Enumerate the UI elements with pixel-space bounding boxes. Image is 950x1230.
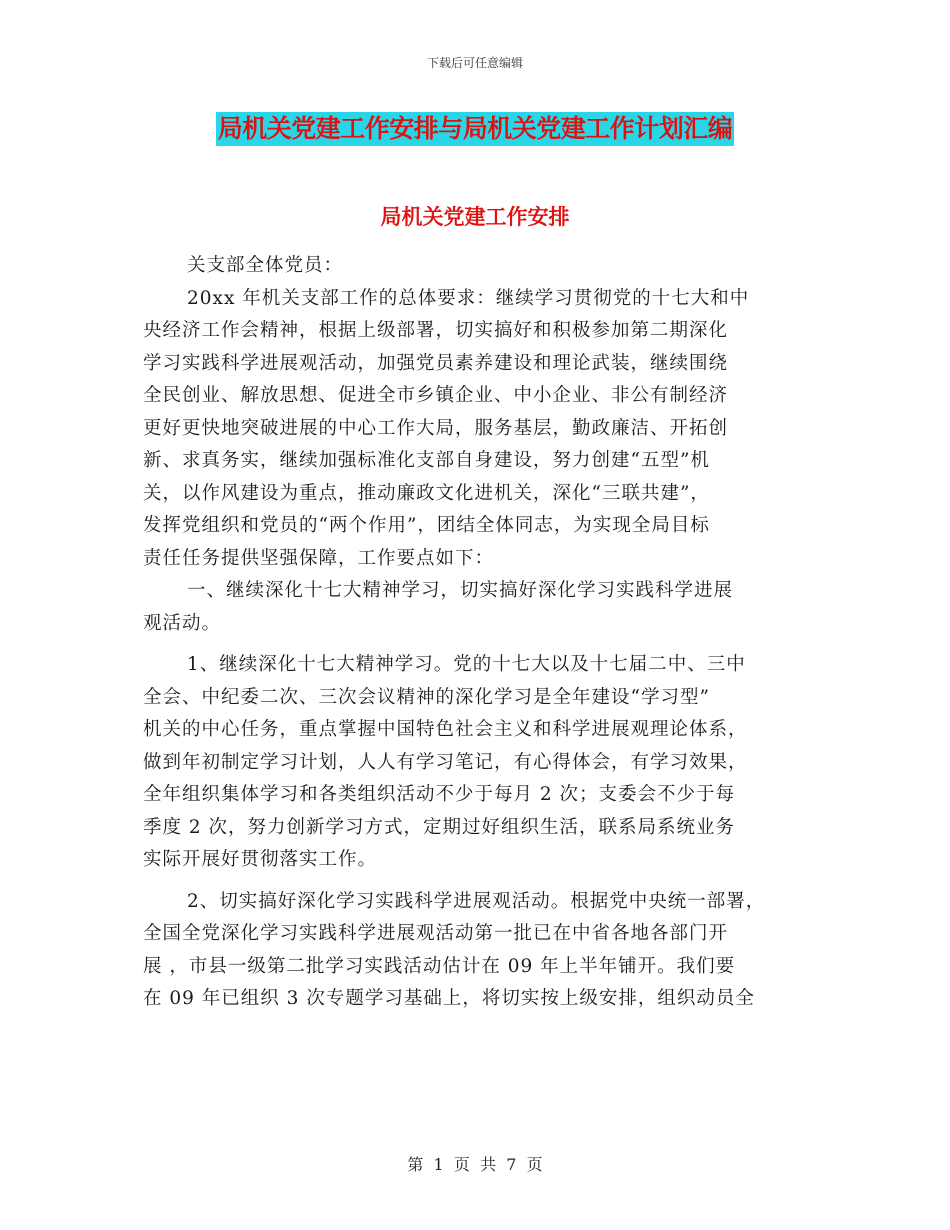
paragraph-line: 全年组织集体学习和各类组织活动不少于每月 2 次；支委会不少于每 — [143, 784, 736, 805]
paragraph-line: 全会、中纪委二次、三次会议精神的深化学习是全年建设“学习型” — [143, 686, 710, 708]
paragraph-line: 做到年初制定学习计划，人人有学习笔记，有心得体会，有学习效果， — [143, 751, 748, 773]
paragraph-line: 观活动。 — [143, 612, 222, 634]
paragraph-line: 全民创业、解放思想、促进全市乡镇企业、中小企业、非公有制经济 — [143, 385, 729, 406]
paragraph-line: 展 ，市县一级第二批学习实践活动估计在 09 年上半年铺开。我们要 — [143, 955, 736, 977]
paragraph-line: 机关的中心任务，重点掌握中国特色社会主义和科学进展观理论体系， — [143, 719, 748, 740]
section-title: 局机关党建工作安排 — [380, 205, 570, 229]
paragraph-line: 在 09 年已组织 3 次专题学习基础上，将切实按上级安排，组织动员全 — [143, 988, 755, 1009]
body-text — [143, 250, 808, 1016]
paragraph-line: 发挥党组织和党员的“两个作用”，团结全体同志，为实现全局目标 — [143, 515, 710, 536]
paragraph-line: 新、求真务实，继续加强标准化支部自身建设，努力创建“五型”机 — [143, 450, 710, 471]
document-title-container — [0, 112, 950, 146]
paragraph-line: 关支部全体党员： — [187, 255, 344, 276]
paragraph-line: 2、切实搞好深化学习实践科学进展观活动。根据党中央统一部署， — [187, 890, 766, 912]
paragraph-line: 1、继续深化十七大精神学习。党的十七大以及十七届二中、三中 — [187, 654, 746, 675]
paragraph-line: 责任任务提供坚强保障，工作要点如下： — [143, 547, 495, 569]
page-footer: 第 1 页 共 7 页 — [407, 1155, 543, 1174]
paragraph-line: 关，以作风建设为重点，推动廉政文化进机关，深化“三联共建”， — [143, 482, 710, 504]
paragraph-line: 央经济工作会精神，根据上级部署，切实搞好和积极参加第二期深化 — [143, 320, 729, 341]
header-note: 下载后可任意编辑 — [426, 56, 523, 70]
paragraph-line: 更好更快地突破进展的中心工作大局，服务基层，勤政廉洁、开拓创 — [143, 417, 729, 439]
paragraph-line: 学习实践科学进展观活动，加强党员素养建设和理论武装，继续围绕 — [143, 352, 729, 374]
paragraph-line: 实际开展好贯彻落实工作。 — [143, 849, 378, 870]
document-title: 局机关党建工作安排与局机关党建工作计划汇编 — [216, 112, 735, 146]
paragraph-line: 一、继续深化十七大精神学习，切实搞好深化学习实践科学进展 — [187, 580, 734, 601]
paragraph-line: 20xx 年机关支部工作的总体要求：继续学习贯彻党的十七大和中 — [187, 287, 750, 309]
paragraph-line: 季度 2 次，努力创新学习方式，定期过好组织生活，联系局系统业务 — [143, 816, 736, 838]
paragraph-line: 全国全党深化学习实践科学进展观活动第一批已在中省各地各部门开 — [143, 923, 729, 944]
